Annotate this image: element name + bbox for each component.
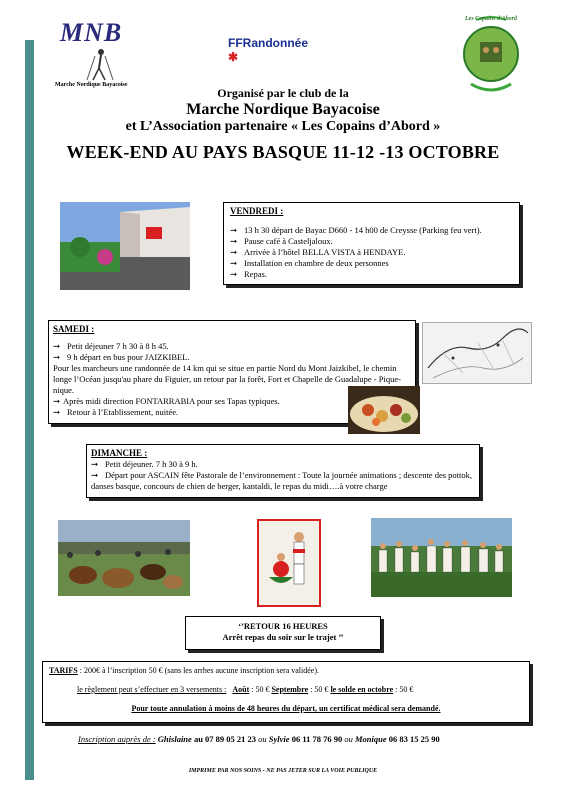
list-item: ➞ Petit déjeuner. 7 h 30 à 9 h.: [91, 459, 198, 469]
arrow-right-icon: ➞: [53, 396, 61, 406]
list-item: ➞ Pause café à Casteljaloux.: [230, 236, 333, 246]
inscription-line: Inscription auprès de : Ghislaine au 07 89 05 21 23 ou Sylvie 06 11 78 76 90 ou Monique 06 83 15 25 90: [78, 734, 440, 744]
retour-box: [185, 616, 381, 650]
mnb-logo: [55, 18, 150, 93]
group-photo: [371, 518, 512, 597]
cancellation-note: Pour toute annulation à moins de 48 heures du départ, un certificat médical sera demandé.: [131, 704, 441, 713]
list-item: ➞ Petit déjeuner 7 h 30 à 8 h 45.: [53, 341, 169, 351]
pottok-photo: [58, 520, 190, 596]
vendredi-box: [223, 202, 520, 285]
tarifs-text: : 200€ à l’inscription 50 € (sans les arrhes aucune inscription sera validée).: [77, 666, 320, 675]
list-item: ➞ Retour à l’Etablissement, nuitée.: [53, 407, 179, 417]
arrow-right-icon: ➞: [53, 341, 61, 351]
list-item: ➞ Après midi direction FONTARRABIA pour ses Tapas typiques.: [53, 396, 280, 406]
list-item: ➞ Départ pour ASCAIN fête Pastorale de l’environnement : Toute la journée animations ; descente des pottok, danses basque, concours de chien de berger, kantaldi, le repas du midi….à votre charge: [91, 470, 473, 491]
ffrandonnee-logo: FFRandonnée ✱: [228, 36, 308, 64]
arrow-right-icon: ➞: [91, 459, 99, 469]
samedi-title: SAMEDI :: [53, 324, 95, 334]
mnb-logo-text: MNB: [60, 18, 123, 47]
tapas-photo: [348, 386, 420, 434]
tarifs-box: [42, 661, 530, 723]
nordic-walker-icon: [55, 18, 150, 82]
coast-map: [422, 322, 532, 384]
event-title: WEEK-END AU PAYS BASQUE 11-12 -13 OCTOBRE: [66, 142, 500, 162]
hotel-photo: [60, 202, 190, 290]
list-item: ➞ 9 h départ en bus pour JAIZKIBEL.: [53, 352, 190, 362]
retour-time: ‘’RETOUR 16 HEURES: [238, 621, 328, 631]
arrow-right-icon: ➞: [230, 258, 238, 268]
ffr-logo-text: FFRandonnée: [228, 36, 308, 50]
list-item: ➞ Installation en chambre de deux personnes: [230, 258, 389, 268]
retour-dinner: Arrêt repas du soir sur le trajet ’’: [222, 632, 344, 642]
list-item: ➞ Arrivée à l’hôtel BELLA VISTA à HENDAYE.: [230, 247, 406, 257]
mnb-logo-subtitle: Marche Nordique Bayacoise: [55, 82, 128, 88]
partner-line: et L’Association partenaire « Les Copains d’Abord »: [125, 119, 441, 134]
arrow-right-icon: ➞: [53, 352, 61, 362]
tarifs-line: [49, 665, 523, 676]
dimanche-title: DIMANCHE :: [91, 448, 148, 458]
arrow-right-icon: ➞: [230, 236, 238, 246]
arrow-right-icon: ➞: [230, 269, 238, 279]
dimanche-box: [86, 444, 480, 498]
vendredi-title: VENDREDI :: [230, 206, 284, 216]
arrow-right-icon: ➞: [53, 407, 61, 417]
payment-schedule: le règlement peut s’effectuer en 3 versements : Août : 50 € Septembre : 50 € le solde en octobre : 50 €: [77, 685, 414, 694]
tarifs-label: TARIFS: [49, 666, 78, 675]
list-item: ➞ Repas.: [230, 269, 267, 279]
list-item: ➞ 13 h 30 départ de Bayac D660 - 14 h00 de Creysse (Parking feu vert).: [230, 225, 482, 235]
organiser-line: Organisé par le club de la: [217, 86, 349, 100]
club-name: Marche Nordique Bayacoise: [186, 101, 380, 118]
arrow-right-icon: ➞: [230, 247, 238, 257]
arrow-right-icon: ➞: [230, 225, 238, 235]
copains-logo-text: Les Copains d'Abord: [464, 16, 517, 22]
basque-dancer-photo: [257, 519, 321, 607]
footer-note: IMPRIME PAR NOS SOINS - NE PAS JETER SUR LA VOIE PUBLIQUE: [188, 768, 378, 774]
hike-description: Pour les marcheurs une randonnée de 14 km qui se situe en partie Nord du Mont Jaizkibel, le chemin longe l’Océan jusqu'au phare du Figuier, un retour par la forêt, Fort et Chapelle de Guadalupe - Pique-nique.: [53, 363, 401, 395]
arrow-right-icon: ➞: [91, 470, 99, 480]
